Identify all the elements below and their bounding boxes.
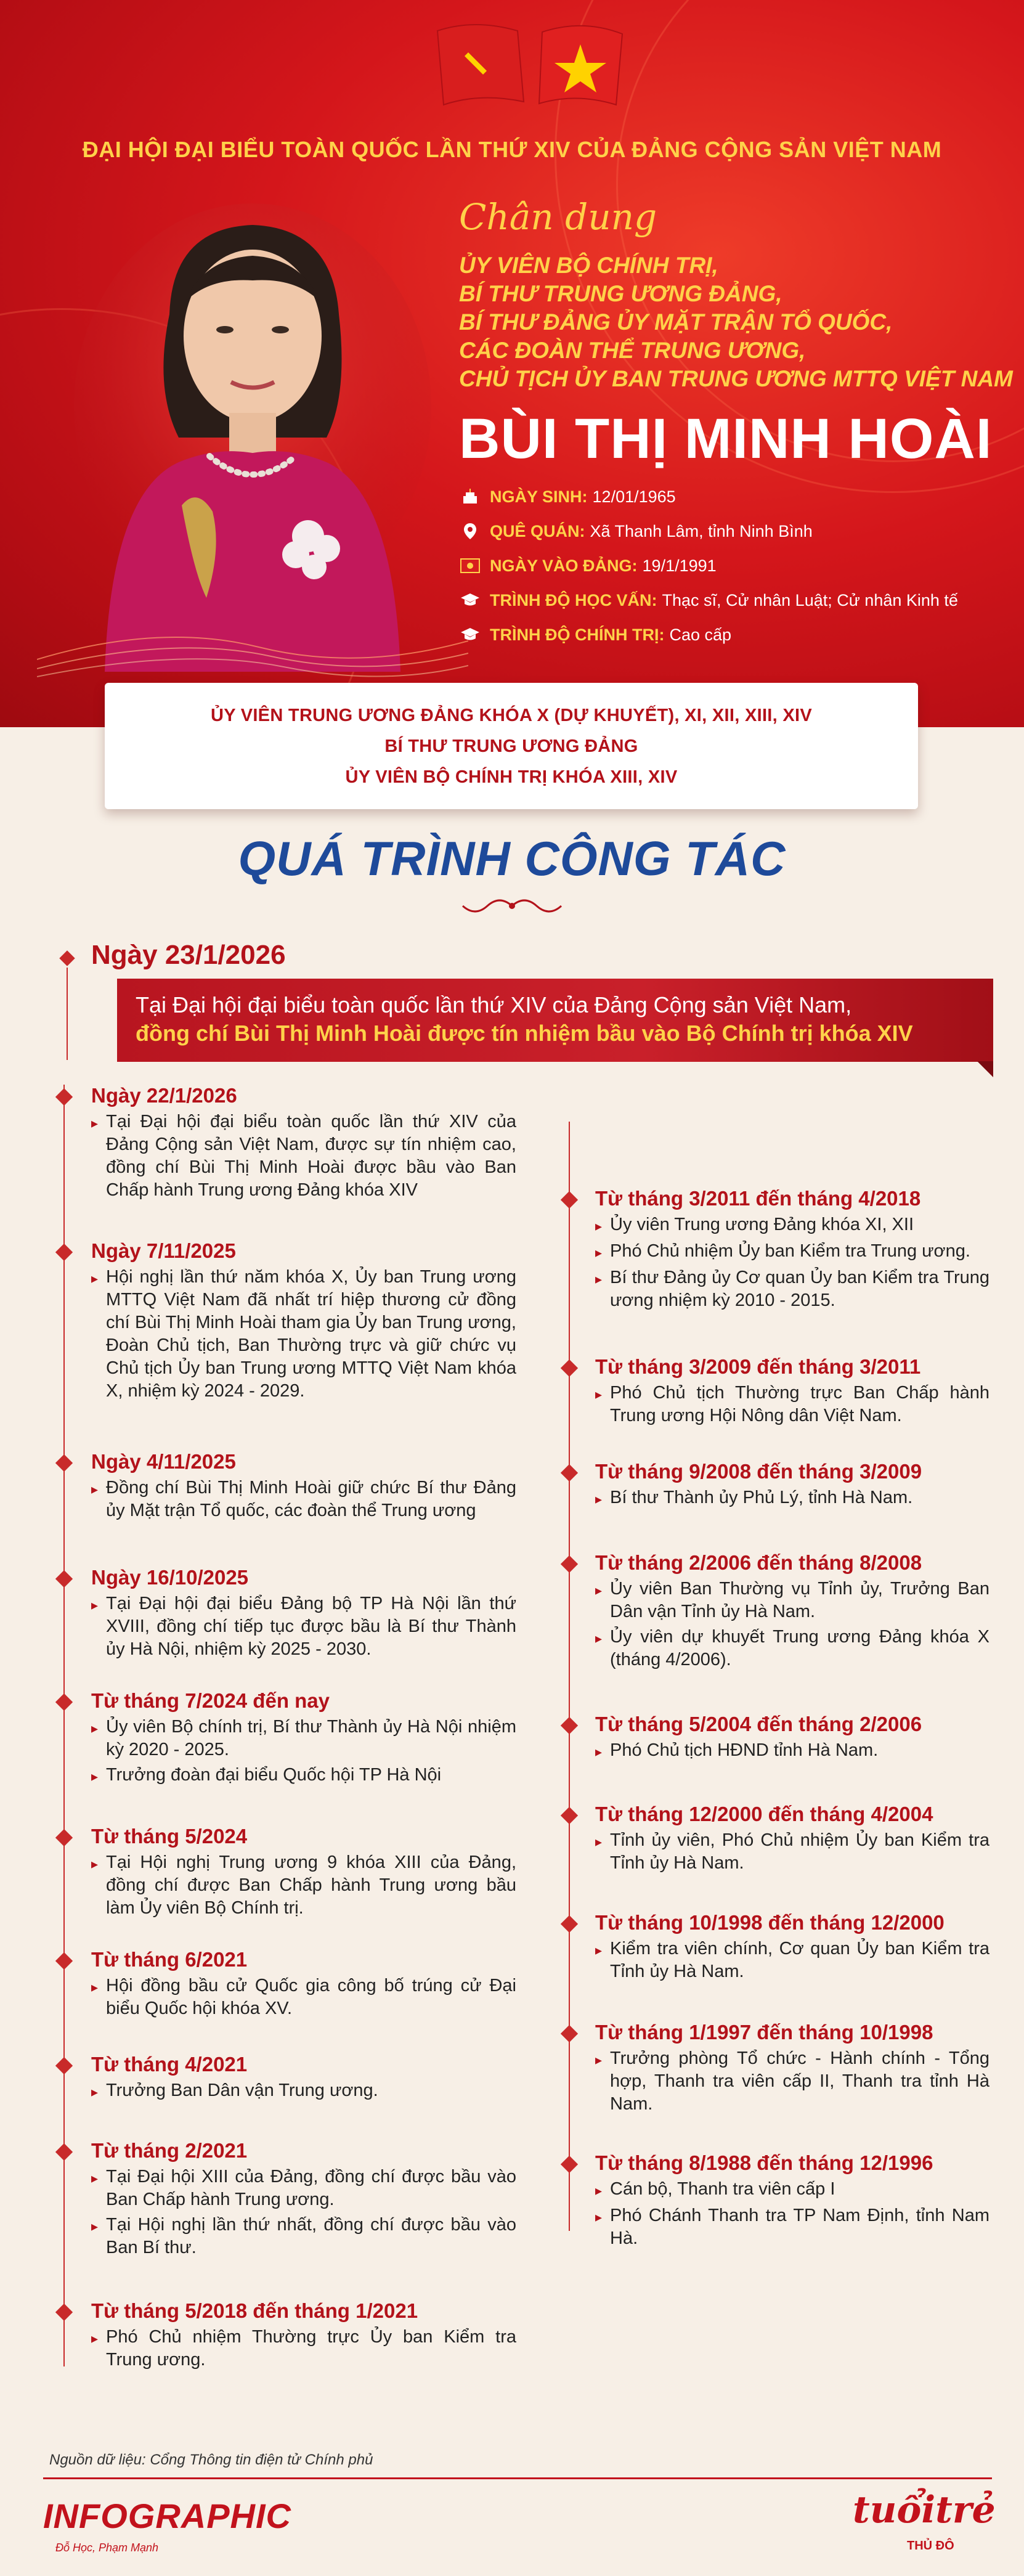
timeline-item-text: Tại Đại hội đại biểu Đảng bộ TP Hà Nội lần thứ XVIII, đồng chí tiếp tục được bầu là Bí thư Thành ủy Hà Nội, nhiệm kỳ 2025 - 2030. (106, 1594, 516, 1659)
position-line: CHỦ TỊCH ỦY BAN TRUNG ƯƠNG MTTQ VIỆT NAM (459, 366, 1013, 391)
bullet-arrow-icon: ▸ (91, 1115, 99, 1131)
timeline-date: Từ tháng 5/2018 đến tháng 1/2021 (91, 2299, 418, 2322)
info-row-political-level (459, 618, 958, 652)
timeline-diamond-icon (55, 1694, 73, 1711)
timeline-line-left (63, 1085, 65, 2366)
timeline-entry (91, 1947, 516, 2020)
bullet-arrow-icon: ▸ (595, 1245, 603, 1260)
timeline-item-text: Phó Chánh Thanh tra TP Nam Định, tỉnh Nam Hà. (610, 2206, 989, 2248)
cake-icon (459, 486, 481, 508)
timeline-item-text: Phó Chủ nhiệm Ủy ban Kiểm tra Trung ương. (610, 1241, 970, 1261)
timeline-line (67, 968, 68, 1060)
personal-info (459, 479, 958, 652)
timeline-item-text: Đồng chí Bùi Thị Minh Hoài giữ chức Bí thư Đảng ủy Mặt trận Tổ quốc, các đoàn thể Trung ương (106, 1478, 516, 1520)
infographic-label: INFOGRAPHIC (43, 2497, 291, 2535)
timeline-date: Ngày 22/1/2026 (91, 1084, 237, 1107)
bullet-arrow-icon: ▸ (595, 1583, 603, 1598)
timeline-item (595, 1829, 989, 1875)
position-line: BÍ THƯ TRUNG ƯƠNG ĐẢNG, (459, 281, 782, 306)
timeline-date: Ngày 7/11/2025 (91, 1239, 236, 1262)
timeline-item (91, 1111, 516, 1202)
timeline-entry (91, 1239, 516, 1403)
highlight-line: Tại Đại hội đại biểu toàn quốc lần thứ XIV của Đảng Cộng sản Việt Nam, (136, 992, 852, 1017)
timeline-diamond-icon (55, 1570, 73, 1588)
timeline-item (91, 1592, 516, 1661)
info-label: NGÀY VÀO ĐẢNG: (490, 556, 638, 575)
committee-line: BÍ THƯ TRUNG ƯƠNG ĐẢNG (384, 736, 638, 756)
timeline-item (595, 1938, 989, 1983)
timeline-item-text: Bí thư Đảng ủy Cơ quan Ủy ban Kiểm tra Trung ương nhiệm kỳ 2010 - 2015. (610, 1268, 989, 1310)
source-note: Nguồn dữ liệu: Cổng Thông tin điện tử Chính phủ (49, 2452, 373, 2468)
info-value: 12/01/1965 (592, 487, 676, 506)
timeline-diamond-icon (55, 2143, 73, 2161)
timeline-date: Từ tháng 3/2011 đến tháng 4/2018 (595, 1187, 921, 1210)
bullet-arrow-icon: ▸ (91, 1482, 99, 1497)
timeline-date: Ngày 16/10/2025 (91, 1566, 249, 1589)
highlight-date: Ngày 23/1/2026 (91, 940, 286, 970)
timeline-item-text: Hội đồng bầu cử Quốc gia công bố trúng cử Đại biểu Quốc hội khóa XV. (106, 1976, 516, 2018)
timeline-item (91, 1477, 516, 1522)
info-row-hometown (459, 514, 958, 548)
timeline-date: Từ tháng 7/2024 đến nay (91, 1689, 330, 1712)
timeline-item (91, 2079, 516, 2103)
timeline-item-text: Tại Đại hội XIII của Đảng, đồng chí được bầu vào Ban Chấp hành Trung ương. (106, 2167, 516, 2209)
congress-title: ĐẠI HỘI ĐẠI BIỂU TOÀN QUỐC LẦN THỨ XIV CỦA ĐẢNG CỘNG SẢN VIỆT NAM (82, 137, 942, 162)
timeline-diamond-icon (561, 2025, 578, 2042)
timeline-item (91, 1716, 516, 1761)
timeline-item-text: Kiểm tra viên chính, Cơ quan Ủy ban Kiểm tra Tỉnh ủy Hà Nam. (610, 1939, 989, 1981)
timeline-entry (595, 1355, 989, 1427)
timeline-item (595, 2047, 989, 2116)
bullet-arrow-icon: ▸ (595, 1834, 603, 1849)
timeline-date: Từ tháng 2/2021 (91, 2139, 248, 2162)
bullet-arrow-icon: ▸ (91, 2084, 99, 2100)
info-row-birthdate (459, 479, 958, 514)
info-label: NGÀY SINH: (490, 487, 588, 506)
timeline-item (91, 2166, 516, 2211)
timeline-item (595, 2178, 989, 2202)
title-ornament-icon (450, 894, 574, 918)
bullet-arrow-icon: ▸ (595, 2052, 603, 2068)
timeline-item (91, 2326, 516, 2371)
bullet-arrow-icon: ▸ (595, 1218, 603, 1234)
timeline-item (595, 1266, 989, 1312)
person-name: BÙI THỊ MINH HOÀI (459, 407, 993, 470)
highlight-box (117, 979, 993, 1062)
committee-line: ỦY VIÊN TRUNG ƯƠNG ĐẢNG KHÓA X (DỰ KHUYẾT), XI, XII, XIII, XIV (210, 705, 813, 725)
timeline-diamond-icon (561, 1555, 578, 1573)
timeline-entry (595, 1551, 989, 1671)
bullet-arrow-icon: ▸ (595, 1744, 603, 1759)
timeline-item-text: Tại Hội nghị Trung ương 9 khóa XIII của Đảng, đồng chí được Ban Chấp hành Trung ương bầu làm Ủy viên Bộ Chính trị. (106, 1853, 516, 1918)
timeline-date: Từ tháng 2/2006 đến tháng 8/2008 (595, 1551, 922, 1574)
footer-divider (43, 2477, 992, 2479)
timeline-entry (91, 1083, 516, 1202)
positions-list (459, 251, 1013, 393)
bullet-arrow-icon: ▸ (91, 2219, 99, 2234)
timeline-diamond-icon (55, 1454, 73, 1472)
timeline-item-text: Tỉnh ủy viên, Phó Chủ nhiệm Ủy ban Kiểm tra Tỉnh ủy Hà Nam. (610, 1830, 989, 1873)
timeline-diamond-icon (58, 949, 76, 968)
timeline-item (91, 1266, 516, 1403)
timeline-item (595, 2204, 989, 2250)
bullet-arrow-icon: ▸ (91, 1769, 99, 1784)
bullet-arrow-icon: ▸ (595, 1387, 603, 1402)
hero-banner (0, 0, 1024, 727)
timeline-entry (595, 1186, 989, 1312)
info-row-party-join (459, 548, 958, 583)
bullet-arrow-icon: ▸ (91, 1721, 99, 1736)
timeline-item (91, 1851, 516, 1920)
timeline-diamond-icon (55, 1952, 73, 1970)
timeline-date: Từ tháng 3/2009 đến tháng 3/2011 (595, 1355, 921, 1378)
decor-glow-lines (37, 610, 468, 684)
timeline-item (595, 1382, 989, 1427)
bullet-arrow-icon: ▸ (595, 2209, 603, 2225)
bullet-arrow-icon: ▸ (91, 1271, 99, 1286)
timeline-item-text: Phó Chủ tịch HĐND tỉnh Hà Nam. (610, 1740, 879, 1760)
highlight-line-bold: đồng chí Bùi Thị Minh Hoài được tín nhiệm bầu vào Bộ Chính trị khóa XIV (136, 1021, 913, 1046)
timeline-entry (595, 1712, 989, 1763)
info-value: Xã Thanh Lâm, tỉnh Ninh Bình (590, 521, 813, 540)
graduation-cap-icon (459, 589, 481, 611)
info-label: TRÌNH ĐỘ HỌC VẤN: (490, 590, 657, 609)
bullet-arrow-icon: ▸ (595, 1491, 603, 1507)
tuoitre-logo-sub: THỦ ĐÔ (907, 2539, 954, 2553)
position-line: BÍ THƯ ĐẢNG ỦY MẶT TRẬN TỔ QUỐC, (459, 309, 893, 335)
timeline-item (91, 1975, 516, 2020)
timeline-item (595, 1578, 989, 1623)
bullet-arrow-icon: ▸ (91, 1979, 99, 1995)
timeline-diamond-icon (55, 1829, 73, 1846)
timeline-item-text: Ủy viên Ban Thường vụ Tỉnh ủy, Trưởng Ban Dân vận Tỉnh ủy Hà Nam. (610, 1579, 989, 1621)
location-pin-icon (459, 520, 481, 542)
timeline-date: Ngày 4/11/2025 (91, 1450, 236, 1473)
timeline-entry (91, 1824, 516, 1920)
party-flag-icon (459, 555, 481, 577)
bullet-arrow-icon: ▸ (91, 2331, 99, 2346)
flags-emblem (431, 18, 628, 117)
timeline-entry (91, 1449, 516, 1522)
tuoitre-logo: tuổitrẻ (853, 2488, 996, 2532)
timeline-item-text: Phó Chủ tịch Thường trực Ban Chấp hành Trung ương Hội Nông dân Việt Nam. (610, 1383, 989, 1425)
timeline-item-text: Tại Đại hội đại biểu toàn quốc lần thứ XIV của Đảng Cộng sản Việt Nam, được sự tín nhiệm cao, đồng chí Bùi Thị Minh Hoài được bầu vào Ban Chấp hành Trung ương Đảng khóa XIV (106, 1112, 516, 1200)
timeline-date: Từ tháng 12/2000 đến tháng 4/2004 (595, 1803, 933, 1825)
timeline-diamond-icon (55, 1088, 73, 1106)
bullet-arrow-icon: ▸ (595, 2183, 603, 2198)
timeline-entry (91, 2138, 516, 2259)
timeline-diamond-icon (561, 2156, 578, 2173)
timeline-item-text: Trưởng phòng Tổ chức - Hành chính - Tổng hợp, Thanh tra viên cấp II, Thanh tra tỉnh Hà Nam. (610, 2048, 989, 2114)
timeline-item (595, 1486, 989, 1510)
timeline-date: Từ tháng 4/2021 (91, 2053, 248, 2076)
timeline-date: Từ tháng 9/2008 đến tháng 3/2009 (595, 1460, 922, 1483)
graduation-cap-icon (459, 624, 481, 646)
timeline-item (595, 1739, 989, 1763)
bullet-arrow-icon: ▸ (595, 1271, 603, 1287)
timeline-item-text: Tại Hội nghị lần thứ nhất, đồng chí được bầu vào Ban Bí thư. (106, 2215, 516, 2257)
timeline-diamond-icon (55, 2057, 73, 2074)
position-line: ỦY VIÊN BỘ CHÍNH TRỊ, (459, 253, 718, 278)
timeline-item-text: Trưởng Ban Dân vận Trung ương. (106, 2081, 378, 2100)
timeline-diamond-icon (561, 1807, 578, 1824)
timeline-item (595, 1240, 989, 1264)
timeline-diamond-icon (561, 1915, 578, 1933)
timeline-entry (595, 1802, 989, 1875)
timeline-diamond-icon (561, 1191, 578, 1209)
timeline-entry (91, 2299, 516, 2371)
timeline-item-text: Phó Chủ nhiệm Thường trực Ủy ban Kiểm tra Trung ương. (106, 2327, 516, 2370)
position-line: CÁC ĐOÀN THỂ TRUNG ƯƠNG, (459, 338, 806, 363)
timeline-line-right (569, 1122, 570, 2231)
timeline-item-text: Bí thư Thành ủy Phủ Lý, tỉnh Hà Nam. (610, 1488, 913, 1507)
bullet-arrow-icon: ▸ (595, 1942, 603, 1958)
timeline-item (595, 1213, 989, 1237)
info-value: Thạc sĩ, Cử nhân Luật; Cử nhân Kinh tế (662, 590, 958, 609)
info-label: QUÊ QUÁN: (490, 521, 585, 540)
timeline-date: Từ tháng 1/1997 đến tháng 10/1998 (595, 2021, 933, 2044)
timeline-date: Từ tháng 6/2021 (91, 1948, 248, 1971)
timeline-diamond-icon (561, 1464, 578, 1482)
info-label: TRÌNH ĐỘ CHÍNH TRỊ: (490, 625, 665, 644)
timeline-item-text: Trưởng đoàn đại biểu Quốc hội TP Hà Nội (106, 1765, 442, 1785)
author-credit: Đỗ Học, Phạm Mạnh (55, 2541, 159, 2554)
timeline-date: Từ tháng 5/2024 (91, 1825, 248, 1848)
timeline-entry (91, 2052, 516, 2103)
timeline-diamond-icon (561, 1359, 578, 1377)
timeline-diamond-icon (561, 1717, 578, 1734)
corner-fold-icon (977, 1061, 993, 1077)
timeline-diamond-icon (55, 2304, 73, 2321)
portrait-label: Chân dung (459, 196, 657, 238)
info-value: Cao cấp (669, 625, 732, 644)
timeline-entry (595, 1910, 989, 1983)
timeline-entry (595, 1459, 989, 1510)
timeline-entry (595, 2151, 989, 2250)
timeline-date: Từ tháng 8/1988 đến tháng 12/1996 (595, 2151, 933, 2174)
timeline-diamond-icon (55, 1244, 73, 1261)
committee-line: ỦY VIÊN BỘ CHÍNH TRỊ KHÓA XIII, XIV (345, 767, 678, 787)
timeline-item-text: Ủy viên Trung ương Đảng khóa XI, XII (610, 1215, 914, 1234)
timeline-item-text: Ủy viên dự khuyết Trung ương Đảng khóa X (tháng 4/2006). (610, 1627, 989, 1669)
portrait-image (68, 203, 437, 672)
timeline-entry (595, 2020, 989, 2116)
bullet-arrow-icon: ▸ (595, 1631, 603, 1646)
timeline-item (595, 1626, 989, 1671)
timeline-entry (91, 1565, 516, 1661)
committee-box (105, 683, 918, 809)
timeline-item (91, 2214, 516, 2259)
bullet-arrow-icon: ▸ (91, 1597, 99, 1613)
timeline-item (91, 1764, 516, 1788)
timeline-item-text: Ủy viên Bộ chính trị, Bí thư Thành ủy Hà Nội nhiệm kỳ 2020 - 2025. (106, 1717, 516, 1759)
bullet-arrow-icon: ▸ (91, 1856, 99, 1872)
timeline-date: Từ tháng 10/1998 đến tháng 12/2000 (595, 1911, 945, 1934)
bullet-arrow-icon: ▸ (91, 2170, 99, 2186)
timeline-item-text: Cán bộ, Thanh tra viên cấp I (610, 2179, 835, 2199)
timeline-item-text: Hội nghị lần thứ năm khóa X, Ủy ban Trung ương MTTQ Việt Nam đã nhất trí hiệp thương cử đồng chí Bùi Thị Minh Hoài tham gia Ủy ban Trung ương, Đoàn Chủ tịch, Ban Thường trực và giữ chức vụ Chủ tịch Ủy ban Trung ương MTTQ Việt Nam khóa X, nhiệm kỳ 2024 - 2029. (106, 1267, 516, 1401)
section-title: QUÁ TRÌNH CÔNG TÁC (238, 831, 786, 886)
timeline-date: Từ tháng 5/2004 đến tháng 2/2006 (595, 1713, 922, 1735)
timeline-entry (91, 1689, 516, 1788)
info-value: 19/1/1991 (642, 556, 717, 575)
info-row-education (459, 583, 958, 618)
